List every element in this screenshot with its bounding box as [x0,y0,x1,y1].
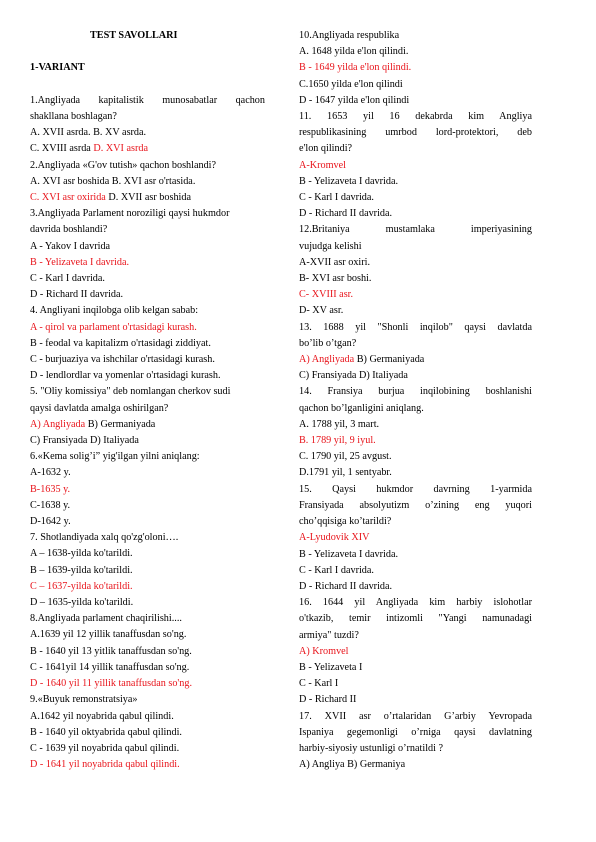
text-line: bo’lib o’tgan? [299,337,357,349]
text-line: C - burjuaziya va ishchilar o'rtasidagi kurash. [30,354,215,366]
answer-highlight: A) Angliyada [299,354,355,366]
text-line: vujudga kelishi [299,240,362,252]
text-line: 14. Fransiya burjua inqilobining boshlanishi [299,386,532,398]
text-line: e'lon qilindi? [299,143,353,155]
text-line: C - Karl I [299,678,339,690]
text-span: B) Germaniyada [85,418,156,430]
text-line: armiya" tuzdi? [299,629,359,641]
text-line: davrida boshlandi? [30,224,108,236]
text-line: C - 1641yil 14 yillik tanaffusdan so'ng. [30,661,190,673]
text-line: Ispaniya gegemonligi o’rniga qaysi davlatning [299,726,532,738]
text-line: A-Lyudovik XIV [299,532,370,544]
text-line: A-Kromvel [299,159,346,171]
text-line: B – 1639-yilda ko'tarildi. [30,564,133,576]
text-line: 10.Angliyada respublika [299,30,400,41]
text-line: A. 1788 yil, 3 mart. [299,418,380,430]
text-line: D - Richard II davrida. [30,289,124,301]
text-line: C - Karl I davrida. [299,192,374,204]
text-line: C - Karl I davrida. [299,564,374,576]
text-line: D- XV asr. [299,305,344,317]
text-line: qachon bo’lganligini aniqlang. [299,402,424,414]
text-line: Fransiyada absolyutizm o’zining eng yuqori [299,499,532,511]
text-line: B - 1640 yil oktyabrida qabul qilindi. [30,726,182,738]
answer-highlight: D. XVI asrda [93,143,148,155]
text-line: 16. 1644 yil Angliyada kim harbiy islohotlar [299,597,532,609]
text-line: 6.«Kema solig’i” yig'ilgan yilni aniqlang: [30,451,200,463]
text-line: 13. 1688 yil "Shonli inqilob" qaysi davlatda [299,321,532,333]
text-line: D - Richard II davrida. [299,208,393,220]
text-line: C) Fransiyada D) Italiyada [30,435,139,447]
text-line: D - 1647 yilda e'lon qilindi [299,94,410,106]
right-column [299,28,532,773]
text-line: D-1642 y. [30,516,71,528]
text-line [30,190,265,206]
variant-heading: 1-VARIANT [30,62,85,74]
answer-highlight: A) Angliyada [30,418,86,430]
text-line: 8.Angliyada parlament chaqirilishi.... [30,613,182,625]
text-line: A) Kromvel [299,645,349,657]
text-line: A-1632 y. [30,467,71,479]
text-line: A) Angliya B) Germaniya [299,759,406,771]
text-line: B - Yelizaveta I davrida. [30,256,130,268]
text-line: o'tkazib, temir intizomli "Yangi namunadagi [299,613,532,625]
blank-line [30,44,265,60]
text-line: 7. Shotlandiyada xalq qo'zg'oloni…. [30,532,179,544]
text-line: 11. 1653 yil 16 dekabrda kim Angliya [299,111,532,123]
text-line: 15. Qaysi hukmdor davrning 1-yarmida [299,483,532,495]
text-line: B. 1789 yil, 9 iyul. [299,435,376,447]
text-line: 1.Angliyada kapitalistik munosabatlar qachon [30,94,265,106]
text-line: B - feodal va kapitalizm o'rtasidagi ziddiyat. [30,337,211,349]
text-line: D - Richard II davrida. [299,580,393,592]
text-line: D - 1641 yil noyabrida qabul qilindi. [30,759,180,771]
page-title: TEST SAVOLLARI [90,30,178,41]
text-line: A.1639 yil 12 yillik tanaffusdan so'ng. [30,629,187,641]
text-line: D – 1635-yilda ko'tarildi. [30,597,134,609]
text-line: B - 1640 yil 13 yitlik tanaffusdan so'ng. [30,645,192,657]
text-line: C – 1637-yilda ko'tarildi. [30,580,133,592]
text-line: D - 1640 yil 11 yillik tanaffusdan so'ng. [30,678,192,690]
text-span: C. XVIII asrda [30,143,94,155]
text-line: C - Karl I davrida. [30,273,105,285]
text-line: A. XVII asrda. B. XV asrda. [30,127,147,139]
text-line: 3.Angliyada Parlament noroziligi qaysi hukmdor [30,208,230,220]
text-line: A. 1648 yilda e'lon qilindi. [299,46,409,58]
text-line: A.1642 yil noyabrida qabul qilindi. [30,710,174,722]
text-line: B- XVI asr boshi. [299,273,372,285]
text-line: 4. Angliyani inqilobga olib kelgan sabab: [30,305,199,317]
text-line: harbiy-siyosiy ustunligi o’rnatildi ? [299,742,444,754]
blank-line [30,77,265,93]
text-line: A - Yakov I davrida [30,240,111,252]
text-line: D - lendlordlar va yomenlar o'rtasidagi kurash. [30,370,221,382]
text-line: 9.«Buyuk remonstratsiya» [30,694,138,706]
text-line: A - qirol va parlament o'rtasidagi kurash. [30,321,197,333]
text-line: C) Fransiyada D) Italiyada [299,370,408,382]
text-span: B) Germaniyada [354,354,425,366]
text-line [30,417,265,433]
text-line: qaysi davlatda amalga oshirilgan? [30,402,169,414]
text-line: A – 1638-yilda ko'tarildi. [30,548,133,560]
text-line: shakllana boshlagan? [30,110,117,122]
text-line: 17. XVII asr o’rtalaridan G’arbiy Yevropada [299,710,532,722]
text-line: cho’qqisiga ko’tarildi? [299,516,392,528]
left-column [30,28,265,773]
text-line: C-1638 y. [30,499,71,511]
text-line [30,141,265,157]
text-line: C.1650 yilda e'lon qilindi [299,78,403,90]
answer-highlight: C. XVI asr oxirida [30,192,106,203]
text-line: B - Yelizaveta I davrida. [299,175,399,187]
text-line: A. XVI asr boshida B. XVI asr o'rtasida. [30,175,196,187]
text-line: respublikasining umrbod lord-protektori, deb [299,127,532,139]
text-line: C- XVIII asr. [299,289,354,301]
text-line: C - 1639 yil noyabrida qabul qilindi. [30,742,180,754]
text-line: D - Richard II [299,694,357,706]
text-line: A-XVII asr oxiri. [299,256,371,268]
text-line: C. 1790 yil, 25 avgust. [299,451,392,463]
text-span: D. XVII asr boshida [105,192,191,203]
text-line: B-1635 y. [30,483,71,495]
text-line: B - Yelizaveta I [299,661,363,673]
text-line: B - Yelizaveta I davrida. [299,548,399,560]
text-line: 5. "Oliy komissiya" deb nomlangan cherkov sudi [30,386,231,398]
text-line [299,352,532,368]
text-line: 2.Angliyada «G'ov tutish» qachon boshlandi? [30,159,217,171]
text-line: B - 1649 yilda e'lon qilindi. [299,62,412,74]
text-line: 12.Britaniya mustamlaka imperiyasining [299,224,532,236]
text-line: D.1791 yil, 1 sentyabr. [299,467,392,479]
